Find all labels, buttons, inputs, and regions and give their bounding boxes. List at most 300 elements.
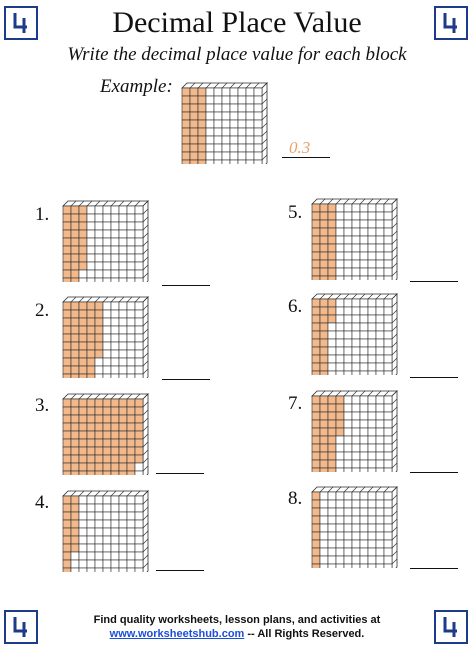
answer-line[interactable] [410,281,458,282]
grid-cell [230,144,238,152]
grid-cell [360,404,368,412]
grid-cell [352,532,360,540]
grid-cell [127,455,135,463]
grid-cell [135,326,143,334]
answer-line[interactable] [410,377,458,378]
grid-cell [336,548,344,556]
grid-cell [376,420,384,428]
answer-line[interactable] [156,570,204,571]
grid-cell [222,104,230,112]
grid-cell [79,358,87,366]
grid-cell [119,496,127,504]
grid-cell [95,447,103,455]
grid-cell [376,371,384,375]
grid-cell [119,222,127,230]
grid-cell [230,96,238,104]
grid-cell [376,412,384,420]
grid-cell [352,540,360,548]
grid-cell [95,238,103,246]
grid-cell [103,568,111,572]
grid-cell [384,420,392,428]
grid-cell [352,412,360,420]
grid-cell [103,536,111,544]
grid-cell [344,428,352,436]
grid-cell [71,326,79,334]
grid-cell [79,399,87,407]
grid-cell [87,326,95,334]
grid-cell [71,536,79,544]
grid-cell [119,334,127,342]
answer-line[interactable] [156,473,204,474]
grid-cell [368,315,376,323]
grid-cell [127,536,135,544]
grid-cell [79,310,87,318]
grid-cell [63,439,71,447]
grid-cell [368,516,376,524]
grid-cell [87,334,95,342]
grid-cell [127,439,135,447]
grid-cell [344,540,352,548]
grid-cell [254,128,262,136]
grid-cell [135,528,143,536]
grid-cell [71,254,79,262]
grid-cell [344,307,352,315]
grid-cell [214,160,222,164]
grid-cell [111,222,119,230]
grid-cell [119,560,127,568]
grid-cell [312,260,320,268]
grid-cell [63,262,71,270]
grid-cell [344,508,352,516]
grid-cell [103,222,111,230]
grid-cell [352,548,360,556]
example-answer-line [282,157,330,158]
grid-cell [352,220,360,228]
grid-cell [384,236,392,244]
grid-cell [352,276,360,280]
grid-cell [87,374,95,378]
grid-cell [71,560,79,568]
grid-cell [376,492,384,500]
grid-cell [230,160,238,164]
grid-cell [119,270,127,278]
grid-cell [246,88,254,96]
grid-cell [230,104,238,112]
grid-cell [127,374,135,378]
grid-cell [95,366,103,374]
answer-line[interactable] [410,568,458,569]
grid-cell [206,160,214,164]
grid-cell [328,355,336,363]
grid-cell [352,371,360,375]
grid-cell [111,496,119,504]
grid-cell [352,315,360,323]
example-block [181,82,273,164]
grid-cell [328,363,336,371]
grid-cell [246,136,254,144]
grid-cell [360,412,368,420]
grid-cell [328,412,336,420]
grid-cell [320,339,328,347]
grid-cell [71,334,79,342]
grid-cell [111,407,119,415]
grid-cell [71,552,79,560]
grid-cell [214,96,222,104]
grid-cell [79,512,87,520]
grid-cell [127,238,135,246]
grid-cell [384,371,392,375]
grid-cell [95,206,103,214]
grid-cell [103,439,111,447]
grid-cell [95,302,103,310]
grid-cell [87,471,95,475]
grid-cell [206,104,214,112]
grid-cell [360,268,368,276]
grid-cell [360,347,368,355]
grid-cell [135,536,143,544]
grid-cell [87,552,95,560]
grid-cell [312,339,320,347]
grid-cell [190,96,198,104]
grid-cell [328,315,336,323]
answer-line[interactable] [162,285,210,286]
example-answer: 0.3 [289,138,311,157]
grid-cell [312,396,320,404]
grid-cell [206,144,214,152]
grid-cell [103,246,111,254]
grid-cell [79,374,87,378]
grid-cell [119,455,127,463]
grid-cell [135,342,143,350]
grid-cell [222,96,230,104]
grid-cell [376,252,384,260]
grid-cell [344,236,352,244]
grid-cell [71,439,79,447]
grid-cell [368,428,376,436]
grid-cell [87,463,95,471]
grid-cell [384,436,392,444]
grid-cell [230,88,238,96]
grid-cell [119,447,127,455]
grid-cell [344,252,352,260]
grid-cell [328,212,336,220]
grid-cell [79,439,87,447]
grid-cell [103,520,111,528]
grid-cell [384,355,392,363]
grid-cell [376,540,384,548]
grid-cell [190,144,198,152]
grid-cell [87,342,95,350]
grid-cell [320,396,328,404]
grid-cell [79,536,87,544]
grid-cell [376,516,384,524]
grid-cell [111,246,119,254]
grid-cell [328,347,336,355]
grid-cell [71,310,79,318]
grid-cell [135,431,143,439]
grid-cell [344,260,352,268]
grid-cell [111,399,119,407]
grid-cell [320,556,328,564]
grid-cell [111,366,119,374]
grid-cell [360,363,368,371]
grid-cell [95,496,103,504]
grid-cell [344,500,352,508]
grid-cell [111,374,119,378]
grid-cell [328,436,336,444]
grid-cell [320,371,328,375]
grid-cell [320,420,328,428]
grid-cell [384,532,392,540]
grid-cell [63,504,71,512]
grid-cell [336,516,344,524]
grid-cell [127,496,135,504]
answer-line[interactable] [410,472,458,473]
grid-cell [135,238,143,246]
grid-cell [71,230,79,238]
grid-cell [360,468,368,472]
grid-cell [384,299,392,307]
grid-cell [71,399,79,407]
grid-cell [135,318,143,326]
grid-cell [71,318,79,326]
grid-cell [63,423,71,431]
grid-cell [254,160,262,164]
grid-cell [312,371,320,375]
grid-cell [328,532,336,540]
grid-cell [238,136,246,144]
grid-cell [63,552,71,560]
grid-cell [344,516,352,524]
grid-cell [320,564,328,568]
grid-cell [328,460,336,468]
grid-cell [119,318,127,326]
grid-cell [368,355,376,363]
grid-cell [119,520,127,528]
grid-cell [384,564,392,568]
grid-cell [328,452,336,460]
grid-cell [336,532,344,540]
grid-cell [376,260,384,268]
grid-cell [95,568,103,572]
grid-cell [312,436,320,444]
grid-cell [336,276,344,280]
grid-cell [328,548,336,556]
grid-cell [312,404,320,412]
grid-cell [336,236,344,244]
grid-cell [135,358,143,366]
grid-cell [360,276,368,280]
grid-cell [376,220,384,228]
grid-cell [384,204,392,212]
grid-cell [79,214,87,222]
grid-cell [384,468,392,472]
footer-link[interactable]: www.worksheetshub.com [109,628,245,640]
grid-cell [79,334,87,342]
grid-cell [320,204,328,212]
grid-cell [214,144,222,152]
grid-cell [376,428,384,436]
grid-cell [63,222,71,230]
grid-cell [230,136,238,144]
grid-cell [320,532,328,540]
grid-cell [111,463,119,471]
grid-cell [384,307,392,315]
grid-cell [328,268,336,276]
grid-cell [135,399,143,407]
grid-cell [87,447,95,455]
grid-cell [103,552,111,560]
grid-cell [238,128,246,136]
grid-cell [384,500,392,508]
grid-cell [328,236,336,244]
grid-cell [63,560,71,568]
grid-cell [111,447,119,455]
grid-cell [360,436,368,444]
problem-number: 5. [288,202,303,223]
grid-cell [246,144,254,152]
grid-cell [135,334,143,342]
grid-cell [222,112,230,120]
grid-cell [336,540,344,548]
grid-cell [384,228,392,236]
grid-cell [135,278,143,282]
grid-cell [360,428,368,436]
grid-cell [344,548,352,556]
grid-cell [119,366,127,374]
grid-cell [352,460,360,468]
grid-cell [206,152,214,160]
grid-cell [376,556,384,564]
grid-cell [87,512,95,520]
grid-cell [360,244,368,252]
grid-cell [336,468,344,472]
grid-cell [135,504,143,512]
grid-cell [79,302,87,310]
grid-cell [368,307,376,315]
grid-cell [95,342,103,350]
grid-cell [312,556,320,564]
grid-cell [127,568,135,572]
problem-block [62,393,154,475]
grid-cell [360,212,368,220]
grid-cell [95,560,103,568]
grid-cell [320,460,328,468]
grid-cell [376,532,384,540]
grid-cell [79,254,87,262]
answer-line[interactable] [162,379,210,380]
grid-cell [135,246,143,254]
grid-cell [246,160,254,164]
grid-cell [344,331,352,339]
grid-cell [119,302,127,310]
grid-cell [135,350,143,358]
grid-cell [320,347,328,355]
grid-cell [206,120,214,128]
grid-cell [127,560,135,568]
grid-cell [95,528,103,536]
grid-cell [79,270,87,278]
grid-cell [368,468,376,472]
grid-cell [119,568,127,572]
grid-cell [328,404,336,412]
grid-cell [328,299,336,307]
grid-cell [111,528,119,536]
grid-cell [95,326,103,334]
grid-cell [87,423,95,431]
grid-cell [111,318,119,326]
grid-cell [71,238,79,246]
grid-cell [71,350,79,358]
grid-cell [111,214,119,222]
grid-cell [336,556,344,564]
grid-cell [344,524,352,532]
grid-cell [384,244,392,252]
grid-cell [376,331,384,339]
grid-cell [344,347,352,355]
grid-cell [360,516,368,524]
grid-cell [312,299,320,307]
grid-cell [79,342,87,350]
problem-block [311,293,403,375]
grid-cell [87,415,95,423]
grid-cell [344,444,352,452]
grid-cell [182,104,190,112]
problem-block [62,200,154,282]
grid-cell [328,371,336,375]
grid-cell [119,238,127,246]
footer-text: Find quality worksheets, lesson plans, and activities at [93,614,381,626]
grid-cell [87,358,95,366]
grid-cell [119,544,127,552]
grid-cell [95,214,103,222]
grid-cell [63,310,71,318]
grid-cell [71,544,79,552]
grid-cell [312,236,320,244]
grid-cell [87,302,95,310]
grid-cell [111,568,119,572]
grid-cell [63,318,71,326]
grid-cell [360,508,368,516]
grid-cell [312,268,320,276]
grid-cell [384,412,392,420]
grid-cell [111,455,119,463]
grid-cell [103,471,111,475]
grid-cell [368,244,376,252]
grid-cell [320,355,328,363]
grid-cell [336,323,344,331]
grid-cell [95,278,103,282]
grid-cell [103,342,111,350]
grid-cell [254,104,262,112]
grid-cell [344,339,352,347]
grid-cell [95,423,103,431]
grid-cell [352,204,360,212]
grid-cell [63,528,71,536]
grid-cell [376,276,384,280]
grid-cell [63,358,71,366]
grid-cell [328,228,336,236]
grid-cell [368,252,376,260]
grid-cell [71,528,79,536]
grid-cell [95,374,103,378]
grid-cell [87,350,95,358]
grid-cell [95,455,103,463]
grid-cell [384,516,392,524]
grid-cell [328,323,336,331]
grid-cell [384,508,392,516]
grid-cell [206,96,214,104]
